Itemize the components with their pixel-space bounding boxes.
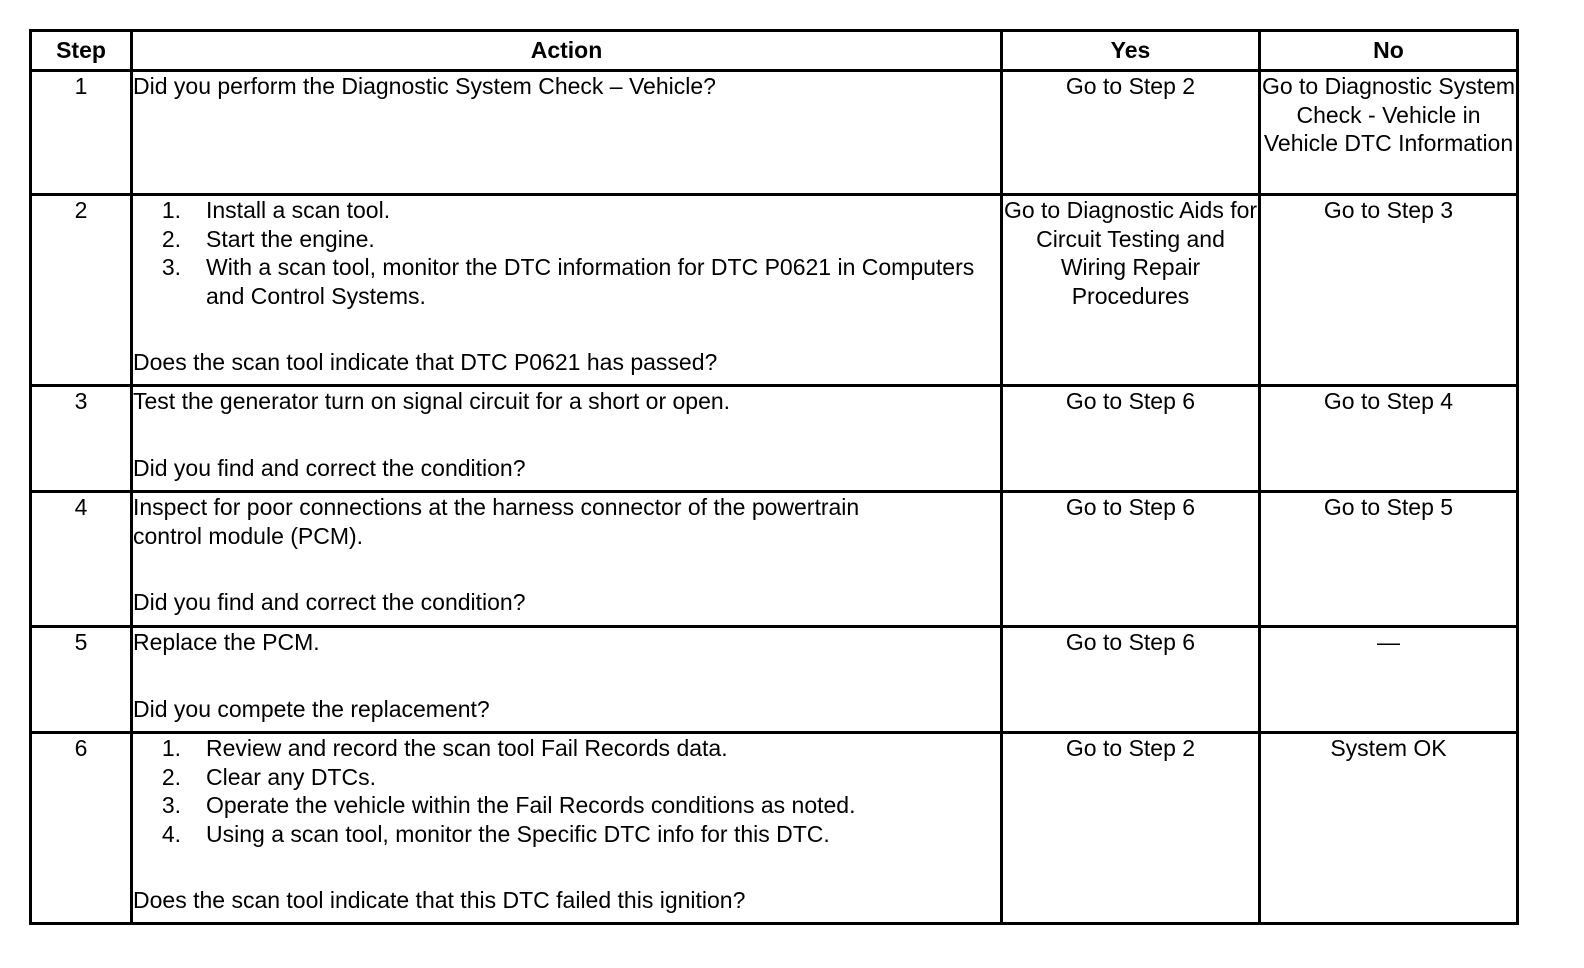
list-item-text: Install a scan tool. — [206, 197, 391, 223]
list-item — [133, 734, 1000, 763]
action-text: Test the generator turn on signal circuit for a short or open. — [133, 388, 731, 414]
question-text: Did you find and correct the condition? — [133, 589, 526, 615]
table-row — [31, 627, 1518, 733]
list-item — [133, 820, 1000, 849]
list-item-number: 3. — [161, 254, 181, 280]
instruction-list — [133, 734, 1000, 848]
question-text: Does the scan tool indicate that this DTC failed this ignition? — [133, 887, 746, 913]
action-text: Did you perform the Diagnostic System Check – Vehicle? — [133, 73, 716, 99]
action-cell — [132, 733, 1002, 924]
list-item-number: 2. — [161, 763, 181, 790]
no-result: Go to Step 3 — [1260, 195, 1518, 386]
step-number: 3 — [31, 386, 132, 492]
list-item-text: Operate the vehicle within the Fail Records conditions as noted. — [206, 792, 856, 818]
question-text: Did you find and correct the condition? — [133, 454, 526, 481]
table-row — [31, 195, 1518, 386]
no-result: — — [1260, 627, 1518, 733]
yes-result: Go to Step 6 — [1002, 386, 1260, 492]
header-step: Step — [31, 31, 132, 71]
list-item-number: 2. — [161, 225, 181, 252]
step-number: 4 — [31, 492, 132, 627]
action-cell — [132, 195, 1002, 386]
header-no: No — [1260, 31, 1518, 71]
diagnostic-table — [29, 29, 1519, 925]
header-row — [31, 31, 1518, 71]
question-text: Did you compete the replacement? — [133, 695, 490, 722]
step-number: 6 — [31, 733, 132, 924]
yes-result: Go to Step 6 — [1002, 627, 1260, 733]
yes-result: Go to Step 2 — [1002, 733, 1260, 924]
list-item-text: Clear any DTCs. — [206, 763, 376, 790]
list-item — [133, 763, 1000, 792]
list-item-text: With a scan tool, monitor the DTC information for DTC P0621 in Computers and Control Systems. — [206, 254, 975, 309]
step-number: 5 — [31, 627, 132, 733]
table-row — [31, 386, 1518, 492]
step-number: 2 — [31, 195, 132, 386]
list-item-number: 3. — [161, 792, 181, 818]
yes-result: Go to Step 6 — [1002, 492, 1260, 627]
step-number: 1 — [31, 71, 132, 195]
header-yes: Yes — [1002, 31, 1260, 71]
list-item-number: 1. — [161, 735, 181, 761]
action-cell — [132, 71, 1002, 195]
action-text: Inspect for poor connections at the harness connector of the powertrain control module (PCM). — [133, 494, 860, 549]
action-cell — [132, 386, 1002, 492]
list-item — [133, 253, 1000, 310]
list-item-text: Review and record the scan tool Fail Records data. — [206, 735, 728, 761]
action-cell — [132, 492, 1002, 627]
list-item-number: 1. — [161, 197, 181, 223]
yes-result: Go to Diagnostic Aids for Circuit Testing and Wiring Repair Procedures — [1002, 195, 1260, 386]
table-row — [31, 733, 1518, 924]
no-result: Go to Step 5 — [1260, 492, 1518, 627]
no-result: System OK — [1260, 733, 1518, 924]
instruction-list — [133, 196, 1000, 310]
header-action: Action — [132, 31, 1002, 71]
yes-result: Go to Step 2 — [1002, 71, 1260, 195]
list-item — [133, 791, 1000, 820]
no-result: Go to Step 4 — [1260, 386, 1518, 492]
list-item — [133, 196, 1000, 225]
table-row — [31, 71, 1518, 195]
list-item-text: Using a scan tool, monitor the Specific DTC info for this DTC. — [206, 820, 830, 847]
list-item — [133, 225, 1000, 254]
no-result: Go to Diagnostic System Check - Vehicle in Vehicle DTC Information — [1260, 71, 1518, 195]
action-cell — [132, 627, 1002, 733]
table-row — [31, 492, 1518, 627]
action-text: Replace the PCM. — [133, 629, 320, 655]
question-text: Does the scan tool indicate that DTC P0621 has passed? — [133, 349, 718, 375]
list-item-number: 4. — [161, 820, 181, 847]
list-item-text: Start the engine. — [206, 225, 375, 252]
